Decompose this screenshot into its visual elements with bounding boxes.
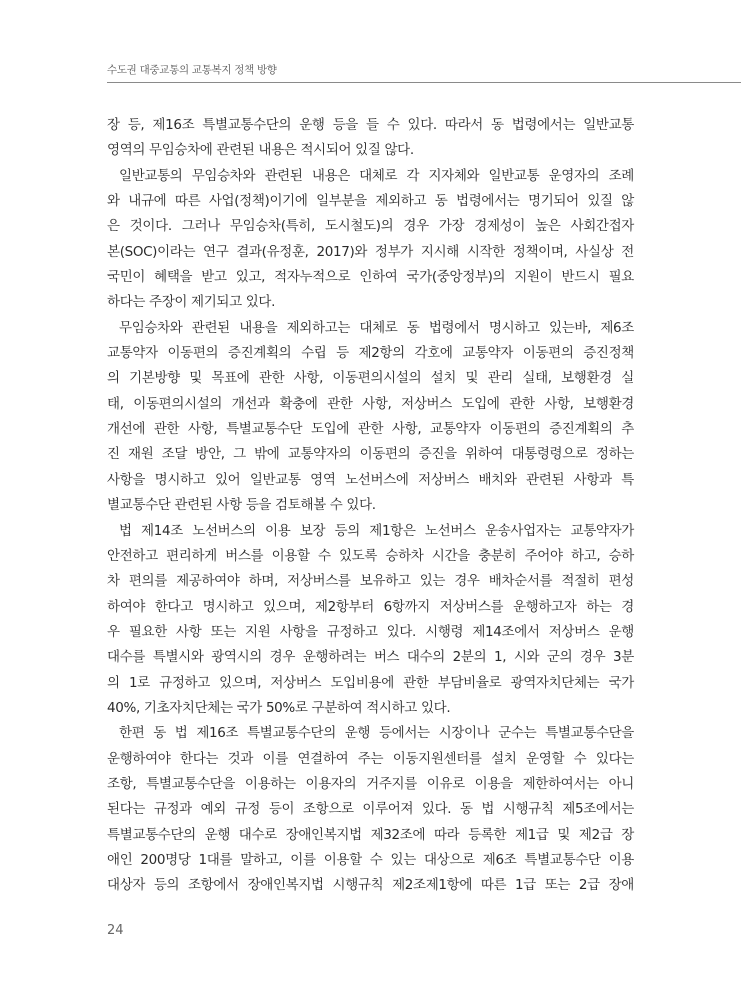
body-line: 교통약자 이동편의 증진계획의 수립 등 제2항의 각호에 교통약자 이동편의 증진정책 [107, 345, 634, 362]
body-line: 사항을 명시하고 있어 일반교통 영역 노선버스에 저상버스 배치와 관련된 사항과 특 [107, 471, 634, 488]
body-line: 우 필요한 사항 또는 지원 사항을 규정하고 있다. 시행령 제14조에서 저상버스 운행 [107, 623, 634, 640]
body-line: 진 재원 조달 방안, 그 밖에 교통약자의 이동편의 증진을 위하여 대통령령으로 정하는 [107, 446, 634, 463]
header-divider [107, 82, 741, 83]
body-line: 의 기본방향 및 목표에 관한 사항, 이동편의시설의 설치 및 관리 실태, 보행환경 실 [107, 370, 634, 387]
body-line: 본(SOC)이라는 연구 결과(유정훈, 2017)와 정부가 지시해 시작한 정책이며, 사실상 전 [107, 243, 634, 260]
body-line: 운행하여야 한다는 것과 이를 연결하여 주는 이동지원센터를 설치 운영할 수 있다는 [107, 750, 634, 767]
body-line: 장 등, 제16조 특별교통수단의 운행 등을 들 수 있다. 따라서 동 법령에서는 일반교통 [107, 117, 634, 133]
body-line: 영역의 무임승차에 관련된 내용은 적시되어 있질 않다. [107, 142, 414, 159]
running-header-title: 수도권 대중교통의 교통복지 정책 방향 [107, 64, 277, 76]
body-line: 개선에 관한 사항, 특별교통수단 도입에 관한 사항, 교통약자 이동편의 증진계획의 추 [107, 421, 634, 438]
body-line: 와 내규에 따른 사업(정책)이기에 일부분을 제외하고 동 법령에서는 명기되어 있질 않 [107, 193, 634, 210]
body-line: 별교통수단 관련된 사항 등을 검토해볼 수 있다. [107, 497, 376, 514]
body-line: 차 편의를 제공하여야 하며, 저상버스를 보유하고 있는 경우 배차순서를 적절히 편성 [107, 573, 634, 590]
body-line: 40%, 기초자치단체는 국가 50%로 구분하여 적시하고 있다. [107, 699, 451, 716]
body-line: 대수를 특별시와 광역시의 경우 운행하려는 버스 대수의 2분의 1, 시와 군의 경우 3분 [107, 649, 634, 666]
body-line: 한편 동 법 제16조 특별교통수단의 운행 등에서는 시장이나 군수는 특별교통수단을 [119, 725, 634, 742]
body-line: 특별교통수단의 운행 대수로 장애인복지법 제32조에 따라 등록한 제1급 및 제2급 장 [107, 826, 634, 843]
body-line: 하다는 주장이 제기되고 있다. [107, 294, 276, 311]
body-line: 법 제14조 노선버스의 이용 보장 등의 제1항은 노선버스 운송사업자는 교통약자가 [119, 522, 634, 539]
body-line: 안전하고 편리하게 버스를 이용할 수 있도록 승하차 시간을 충분히 주어야 하고, 승하 [107, 547, 634, 564]
body-line: 애인 200명당 1대를 말하고, 이를 이용할 수 있는 대상으로 제6조 특별교통수단 이용 [107, 851, 634, 868]
body-line: 의 1로 규정하고 있으며, 저상버스 도입비용에 관한 부담비율로 광역자치단체는 국가 [107, 674, 634, 691]
body-line: 하여야 한다고 명시하고 있으며, 제2항부터 6항까지 저상버스를 운행하고자 하는 경 [107, 598, 634, 615]
body-line: 조항, 특별교통수단을 이용하는 이용자의 거주지를 이유로 이용을 제한하여서는 아니 [107, 775, 634, 792]
body-line: 국민이 혜택을 받고 있고, 적자누적으로 인하여 국가(중앙정부)의 지원이 반드시 필요 [107, 269, 634, 286]
body-line: 대상자 등의 조항에서 장애인복지법 시행규칙 제2조제1항에 따른 1급 또는 2급 장애 [107, 877, 634, 894]
running-header [0, 58, 741, 86]
body-line: 은 것이다. 그러나 무임승차(특히, 도시철도)의 경우 가장 경제성이 높은 사회간접자 [107, 218, 634, 235]
body-line: 태, 이동편의시설의 개선과 확충에 관한 사항, 저상버스 도입에 관한 사항, 보행환경 [107, 395, 634, 412]
body-text [107, 113, 634, 899]
body-line: 된다는 규정과 예외 규정 등이 조항으로 이루어져 있다. 동 법 시행규칙 제5조에서는 [107, 801, 634, 818]
body-line: 무임승차와 관련된 내용을 제외하고는 대체로 동 법령에서 명시하고 있는바, 제6조 [119, 319, 634, 336]
body-line: 일반교통의 무임승차와 관련된 내용은 대체로 각 지자체와 일반교통 운영자의 조례 [119, 167, 634, 184]
page-number: 24 [107, 923, 124, 938]
